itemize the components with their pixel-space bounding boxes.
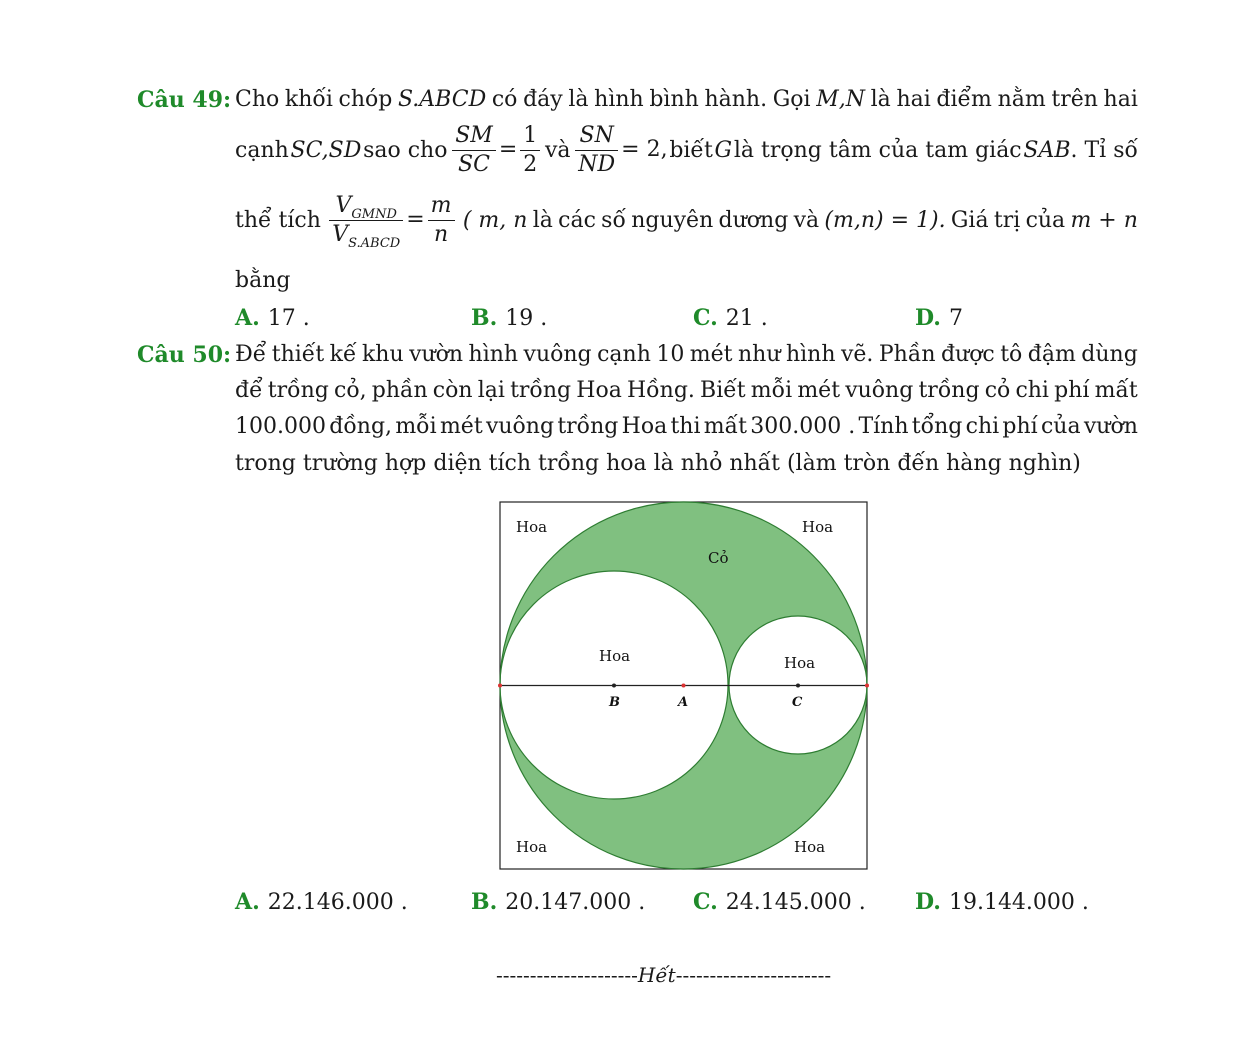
q49-option-d[interactable]: D. 7	[915, 305, 963, 331]
sab-with-ratio: SAB. Tỉ số	[1023, 137, 1138, 163]
q49-line-1: Cho khối chóp S.ABCD có đáy là hình bình hành. Gọi M,N là hai điểm nằm trên hai	[235, 87, 1138, 112]
footer-end-marker: ---------------------Hết-----------------------	[496, 963, 832, 987]
volume-ratio: $\frac{V_{GMND}}{V_{S.ABCD}}$ = $\frac{m}{n}$	[326, 192, 457, 248]
q49-option-a[interactable]: A. 17 .	[235, 305, 310, 331]
label-point-c: C	[792, 695, 803, 710]
point-b	[612, 684, 616, 688]
fraction-sn-nd: $\frac{SN}{ND}$ = 2,	[572, 122, 667, 178]
label-hoa-circle-c: Hoa	[784, 654, 816, 672]
q50-option-c[interactable]: C. 24.145.000 .	[693, 889, 866, 915]
q50-option-a[interactable]: A. 22.146.000 .	[235, 889, 408, 915]
q49-line-4: bằng	[235, 268, 291, 293]
point-c	[796, 684, 800, 688]
q50-line-4: trong trường hợp diện tích trồng hoa là nhỏ nhất (làm tròn đến hàng nghìn)	[235, 451, 1081, 476]
label-hoa-bottom-left: Hoa	[516, 838, 548, 856]
q50-line-1: Để thiết kế khu vườn hình vuông cạnh 10 mét như hình vẽ. Phần được tô đậm dùng	[235, 342, 1138, 367]
question-49-label: Câu 49:	[137, 87, 232, 113]
q50-option-b[interactable]: B. 20.147.000 .	[471, 889, 646, 915]
q50-option-d[interactable]: D. 19.144.000 .	[915, 889, 1089, 915]
label-hoa-circle-b: Hoa	[599, 647, 631, 665]
q49-option-b[interactable]: B. 19 .	[471, 305, 548, 331]
point-left	[498, 684, 502, 688]
q49-line-2: cạnh SC,SD sao cho $\frac{SM}{SC}$ = $\frac{1}{2}$ và $\frac{SN}{ND}$ = 2, biết G là trọng tâm của tam giác SAB. Tỉ số	[235, 123, 1138, 177]
q49-line-3: thể tích $\frac{V_{GMND}}{V_{S.ABCD}}$ = $\frac{m}{n}$ ( m, n là các số nguyên dương và (m,n) = 1). Giá trị của m + n	[235, 193, 1138, 251]
label-hoa-top-left: Hoa	[516, 518, 548, 536]
label-point-b: B	[609, 695, 620, 710]
label-hoa-top-right: Hoa	[802, 518, 834, 536]
point-right	[865, 684, 869, 688]
q50-line-3: 100.000 đồng, mỗi mét vuông trồng Hoa thi mất 300.000 . Tính tổng chi phí của vườn	[235, 414, 1138, 439]
garden-figure	[490, 495, 880, 880]
point-a	[682, 684, 686, 688]
q49-option-c[interactable]: C. 21 .	[693, 305, 768, 331]
fraction-sm-sc: $\frac{SM}{SC}$ = $\frac{1}{2}$	[449, 122, 543, 178]
label-point-a: A	[678, 695, 689, 710]
q50-line-2: để trồng cỏ, phần còn lại trồng Hoa Hồng. Biết mỗi mét vuông trồng cỏ chi phí mất	[235, 378, 1138, 403]
label-hoa-bottom-right: Hoa	[794, 838, 826, 856]
label-co: Cỏ	[708, 549, 729, 567]
question-50-label: Câu 50:	[137, 342, 232, 368]
